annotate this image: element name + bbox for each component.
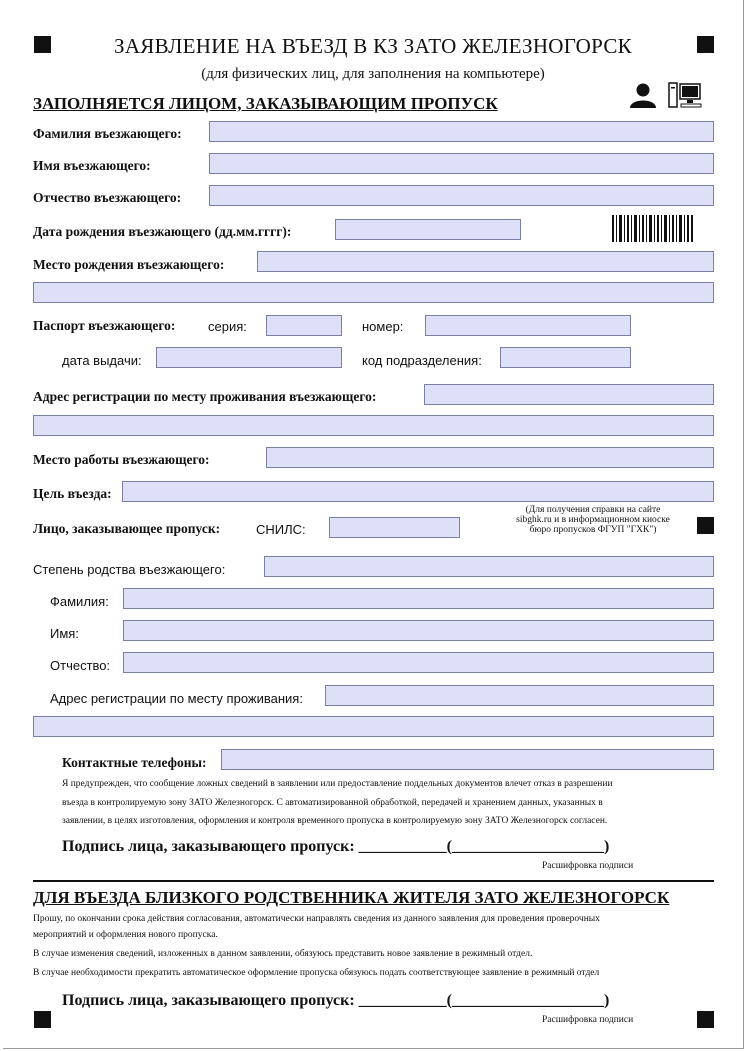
orderer-surname-label: Фамилия: — [50, 594, 109, 609]
orderer-name-field[interactable] — [123, 620, 714, 641]
surname-label: Фамилия въезжающего: — [33, 126, 182, 141]
warning-line-1: Я предупрежден, что сообщение ложных сведений в заявлении или предоставление поддельных документов влечет отказ в разрешении — [62, 779, 613, 789]
computer-icon — [668, 82, 704, 110]
orderer-label: Лицо, заказывающее пропуск: — [33, 521, 221, 536]
visitor-address-label: Адрес регистрации по месту проживания въезжающего: — [33, 389, 377, 404]
passport-label: Паспорт въезжающего: — [33, 318, 176, 333]
section2-paragraph-1b: мероприятий и оформления нового пропуска. — [33, 930, 218, 940]
registration-marker — [34, 1011, 51, 1028]
section2-paragraph-2: В случае изменения сведений, изложенных в данном заявлении, обязуюсь представить новое заявление в режимный отдел. — [33, 949, 533, 959]
barcode-icon — [612, 215, 694, 242]
orderer-surname-field[interactable] — [123, 588, 714, 609]
orderer-address-field-line2[interactable] — [33, 716, 714, 737]
passport-series-field[interactable] — [266, 315, 342, 336]
phones-field[interactable] — [221, 749, 714, 770]
registration-marker — [697, 1011, 714, 1028]
patronymic-label: Отчество въезжающего: — [33, 190, 182, 205]
issue-date-label: дата выдачи: — [62, 353, 142, 368]
passport-number-label: номер: — [362, 319, 404, 334]
visitor-name-field[interactable] — [209, 153, 714, 174]
visitor-address-field-line2[interactable] — [33, 415, 714, 436]
issue-date-field[interactable] — [156, 347, 342, 368]
snils-note: (Для получения справки на сайте sibghk.ru и в информационном киоске бюро пропусков ФГУП "ГХК") — [516, 505, 670, 535]
orderer-patronymic-label: Отчество: — [50, 658, 111, 673]
passport-series-label: серия: — [208, 319, 247, 334]
workplace-field[interactable] — [266, 447, 714, 468]
snils-field[interactable] — [329, 517, 460, 538]
birthplace-field[interactable] — [257, 251, 714, 272]
warning-line-2: въезда в контролируемую зону ЗАТО Железногорск. С автоматизированной обработкой, передачей и хранением данных, указанных в — [62, 798, 603, 808]
orderer-address-label: Адрес регистрации по месту проживания: — [50, 691, 303, 706]
birthdate-field[interactable] — [335, 219, 521, 240]
section2-title: ДЛЯ ВЪЕЗДА БЛИЗКОГО РОДСТВЕННИКА ЖИТЕЛЯ ЗАТО ЖЕЛЕЗНОГОРСК — [33, 888, 670, 907]
person-icon — [628, 82, 660, 108]
workplace-label: Место работы въезжающего: — [33, 452, 210, 467]
relation-label: Степень родства въезжающего: — [33, 562, 226, 577]
section2-paragraph-3: В случае необходимости прекратить автоматическое оформление пропуска обязуюсь подать соответствующее заявление в режимный отдел — [33, 968, 600, 978]
document-subtitle: (для физических лиц, для заполнения на компьютере) — [201, 66, 545, 82]
section2-paragraph-1a: Прошу, по окончании срока действия согласования, автоматически направлять сведения из данного заявления для проведения проверочных — [33, 914, 600, 924]
signature-line-1: Подпись лица, заказывающего пропуск: ___________(___________________) — [62, 838, 610, 855]
signature-caption-1: Расшифровка подписи — [542, 861, 634, 871]
visitor-patronymic-field[interactable] — [209, 185, 714, 206]
visitor-address-field[interactable] — [424, 384, 714, 405]
division-code-field[interactable] — [500, 347, 631, 368]
orderer-address-field[interactable] — [325, 685, 714, 706]
birthdate-label: Дата рождения въезжающего (дд.мм.гггг): — [33, 224, 292, 239]
purpose-field[interactable] — [122, 481, 714, 502]
section-divider — [33, 880, 714, 882]
orderer-name-label: Имя: — [50, 626, 79, 641]
snils-label: СНИЛС: — [256, 522, 306, 537]
purpose-label: Цель въезда: — [33, 486, 112, 501]
relation-field[interactable] — [264, 556, 714, 577]
orderer-patronymic-field[interactable] — [123, 652, 714, 673]
warning-line-3: заявлении, в целях изготовления, оформления и контроля временного пропуска в контролируемую зону ЗАТО Железногорск согласен. — [62, 816, 608, 826]
name-label: Имя въезжающего: — [33, 158, 151, 173]
document-title: ЗАЯВЛЕНИЕ НА ВЪЕЗД В КЗ ЗАТО ЖЕЛЕЗНОГОРСК — [114, 34, 632, 58]
phones-label: Контактные телефоны: — [62, 755, 207, 770]
birthplace-label: Место рождения въезжающего: — [33, 257, 225, 272]
birthplace-field-line2[interactable] — [33, 282, 714, 303]
signature-line-2: Подпись лица, заказывающего пропуск: ___________(___________________) — [62, 992, 610, 1009]
signature-caption-2: Расшифровка подписи — [542, 1015, 634, 1025]
passport-number-field[interactable] — [425, 315, 631, 336]
section1-title: ЗАПОЛНЯЕТСЯ ЛИЦОМ, ЗАКАЗЫВАЮЩИМ ПРОПУСК — [33, 94, 498, 113]
visitor-surname-field[interactable] — [209, 121, 714, 142]
division-code-label: код подразделения: — [362, 353, 482, 368]
